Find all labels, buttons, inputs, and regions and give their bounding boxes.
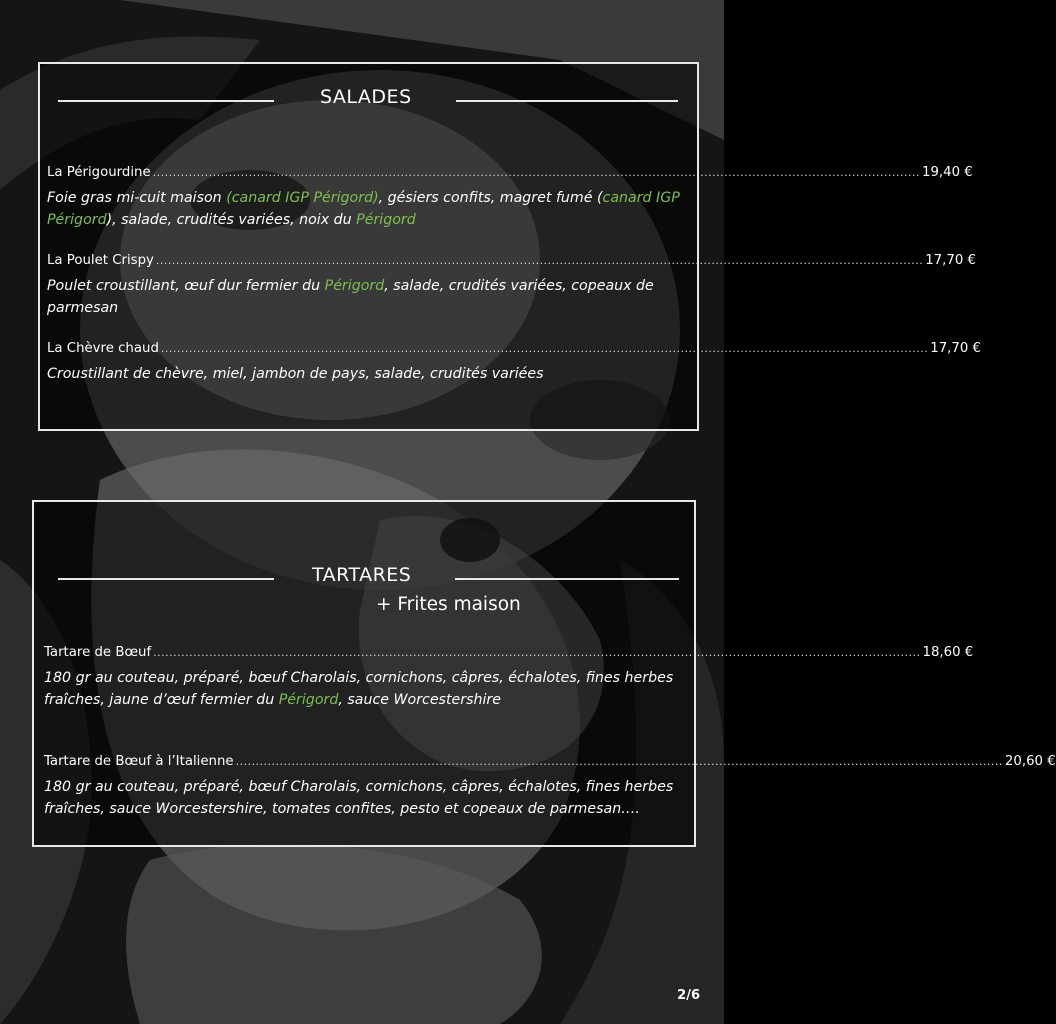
highlight-text: canard IGP Périgord	[47, 190, 680, 228]
highlight-text: Périgord	[356, 212, 416, 228]
description-text: , salade, crudités variées, copeaux de parmesan	[47, 278, 654, 316]
divider	[58, 578, 274, 580]
menu-item	[44, 645, 974, 711]
section-header	[34, 564, 694, 594]
section-title: SALADES	[320, 86, 412, 108]
item-description	[44, 776, 680, 820]
menu-item	[47, 253, 976, 319]
dot-leader: ................................................................................................................................................................................................	[235, 755, 1003, 768]
description-text: , gésiers confits, magret fumé (	[378, 190, 603, 206]
tartares-section	[32, 500, 1056, 847]
item-name: La Poulet Crispy	[47, 253, 154, 268]
item-name: La Périgourdine	[47, 165, 151, 180]
divider	[455, 578, 679, 580]
item-name: Tartare de Bœuf à l’Italienne	[44, 754, 234, 769]
section-title: TARTARES	[312, 564, 412, 586]
item-price: 17,70 €	[930, 341, 981, 356]
item-name: La Chèvre chaud	[47, 341, 159, 356]
item-description	[44, 667, 680, 711]
highlight-text: (canard IGP Périgord)	[226, 190, 379, 206]
divider	[58, 100, 274, 102]
salades-section	[38, 62, 981, 431]
dot-leader: ................................................................................................................................................................................................	[152, 166, 920, 179]
divider	[456, 100, 678, 102]
dot-leader: ................................................................................................................................................................................................	[160, 342, 929, 355]
item-price: 17,70 €	[925, 253, 976, 268]
section-subtitle: + Frites maison	[376, 594, 521, 615]
menu-item	[47, 341, 981, 385]
highlight-text: Périgord	[278, 692, 339, 708]
item-description	[47, 363, 683, 385]
item-price: 19,40 €	[922, 165, 973, 180]
item-name: Tartare de Bœuf	[44, 645, 152, 660]
dot-leader: ................................................................................................................................................................................................	[155, 254, 924, 267]
description-text: 180 gr au couteau, préparé, bœuf Charolais, cornichons, câpres, échalotes, fines herbes fraîches, sauce Worcestershire, tomates confites, pesto et copeaux de parmesan….	[44, 779, 674, 817]
description-text: Poulet croustillant, œuf dur fermier du	[47, 278, 325, 294]
item-price: 18,60 €	[922, 645, 974, 660]
item-description	[47, 187, 683, 231]
section-header	[40, 86, 697, 116]
item-price: 20,60 €	[1004, 754, 1056, 769]
description-text: Croustillant de chèvre, miel, jambon de pays, salade, crudités variées	[47, 366, 544, 382]
description-text: Foie gras mi-cuit maison	[47, 190, 227, 206]
menu-item	[44, 754, 1056, 820]
description-text: 180 gr au couteau, préparé, bœuf Charolais, cornichons, câpres, échalotes, fines herbes fraîches, jaune d’œuf fermier du	[44, 670, 674, 708]
highlight-text: Périgord	[324, 278, 385, 294]
item-description	[47, 275, 683, 319]
description-text: , sauce Worcestershire	[338, 692, 501, 708]
menu-item	[47, 165, 973, 231]
dot-leader: ................................................................................................................................................................................................	[153, 646, 921, 659]
page-number: 2/6	[677, 988, 700, 1003]
description-text: ), salade, crudités variées, noix du	[106, 212, 357, 228]
